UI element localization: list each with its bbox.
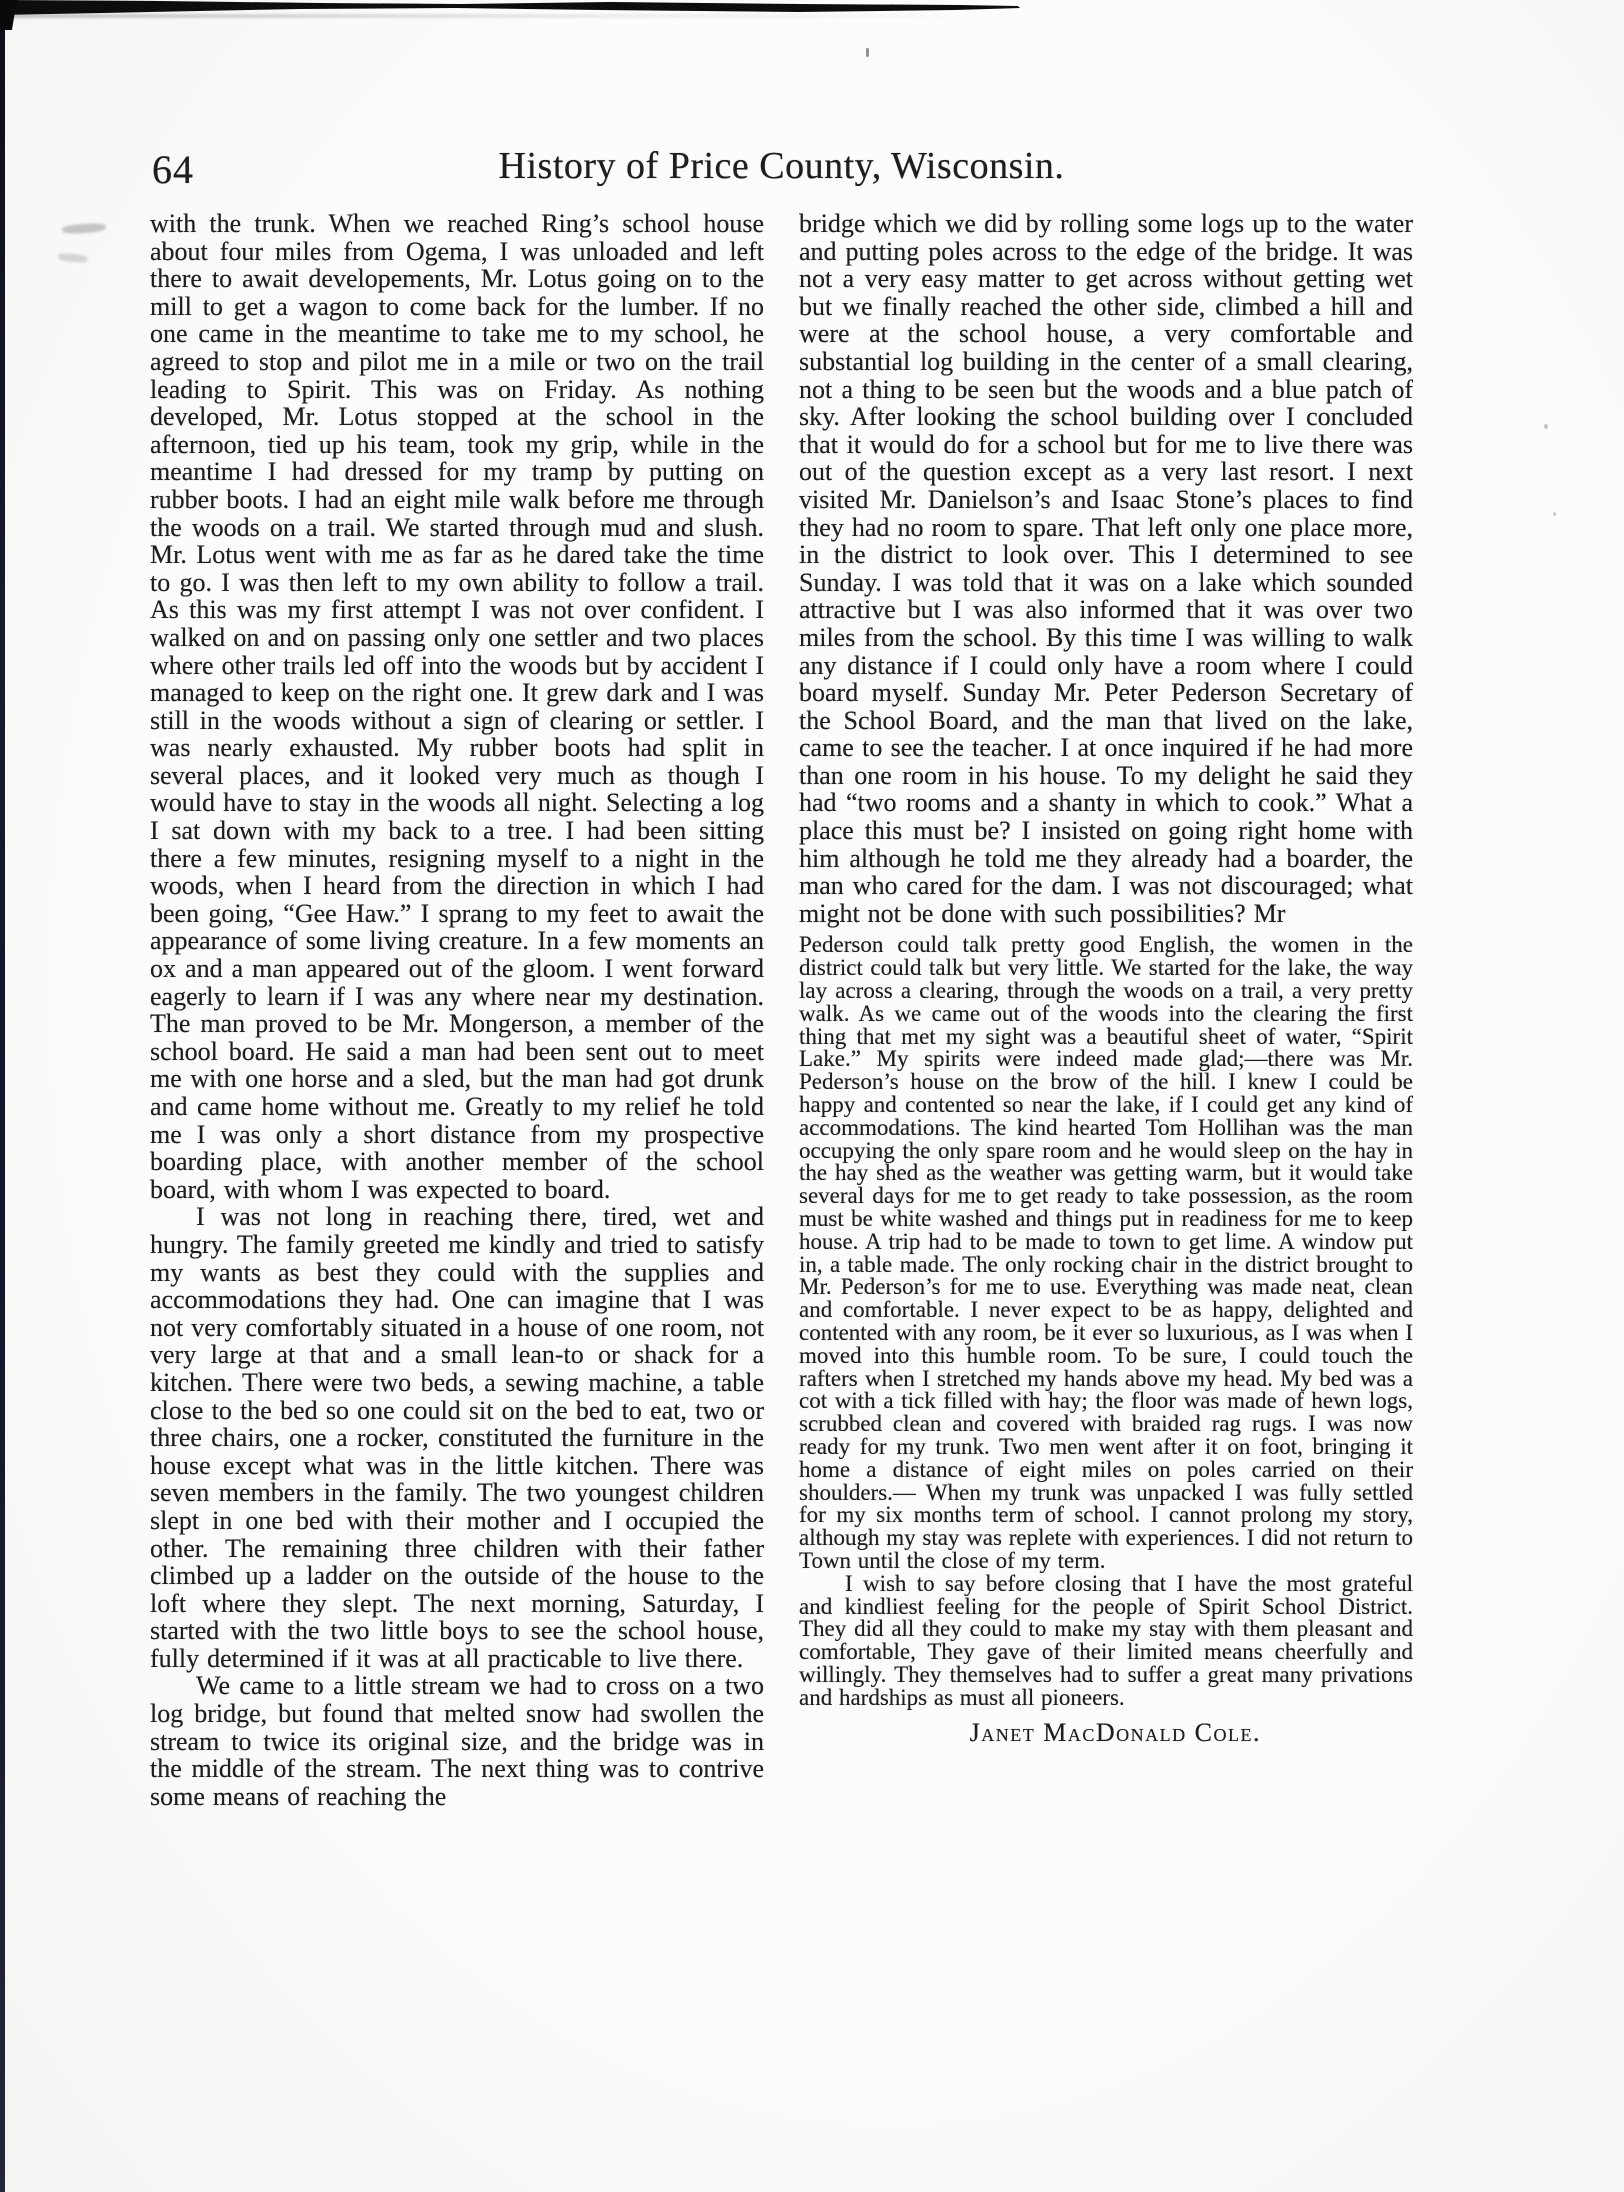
paragraph-continued: bridge which we did by rolling some logs up to the water and putting poles across to the edge of the bridge. It was not a very easy matter to get across without getting wet but we finally reached the other side, climbed a hill and were at the school house, a very comfortable and substantial log building in the center of a small clearing, not a thing to be seen but the woods and a blue patch of sky. After looking the school building over I concluded that it would do for a school but for me to live there was out of the question except as a very last resort. I next visited Mr. Danielson’s and Isaac Stone’s places to find they had no room to spare. That left only one place more, in the district to look over. This I determined to see Sunday. I was told that it was on a lake which sounded attractive but I was also informed that it was over two miles from the school. By this time I was willing to walk any distance if I could only have a room where I could board myself. Sunday Mr. Peter Pederson Secretary of the School Board, and the man that lived on the lake, came to see the teacher. I at once inquired if he had more than one room in his house. To my delight he said they had “two rooms and a shanty in which to cook.” What a place this must be? I insisted on going right home with him although he told me they already had a boarder, the man who cared for the dam. I was not discouraged; what might not be done with such possibilities? Mr	[799, 209, 1413, 928]
ink-speck	[1544, 424, 1548, 429]
ink-speck	[1553, 512, 1556, 516]
paragraph: I was not long in reaching there, tired, wet and hungry. The family greeted me kindly and tried to satisfy my wants as best they could with the supplies and accommodations they had. One can imagine that I was not very comfortably situated in a house of one room, not very large at that and a small lean-to or shack for a kitchen. There were two beds, a sewing machine, a table close to the bed so one could sit on the bed to eat, two or three chairs, one a rocker, constituted the furniture in the house except what was in the little kitchen. There was seven members in the family. The two youngest children slept in one bed with their mother and I occupied the other. The remaining three children with their father climbed up a ladder on the outside of the house to the loft where they slept. The next morning, Saturday, I started with the two little boys to see the school house, fully determined if it was at all practicable to live there.	[150, 1202, 764, 1673]
scan-edge-top	[0, 0, 1020, 15]
scan-edge-left	[0, 0, 5, 2192]
scan-edge-top-haze	[0, 14, 1010, 18]
text-columns	[150, 210, 1413, 1810]
right-column	[799, 210, 1413, 1810]
ink-speck	[866, 48, 869, 57]
author-signature: Janet MacDonald Cole.	[969, 1717, 1261, 1747]
page-title: History of Price County, Wisconsin.	[498, 145, 1065, 187]
left-column	[150, 210, 764, 1810]
ink-smudge	[58, 252, 89, 263]
paragraph: I wish to say before closing that I have the most grateful and kindliest feeling for the people of Spirit School District. They did all they could to make my stay with them pleasant and comfortable, They gave of their limited means cheerfully and willingly. They themselves had to suffer a great many privations and hardships as must all pioneers.	[799, 1570, 1413, 1710]
scan-edge-corner	[0, 0, 17, 30]
page-number: 64	[152, 147, 194, 192]
ink-smudge	[62, 222, 107, 234]
paragraph-continued: with the trunk. When we reached Ring’s school house about four miles from Ogema, I was unloaded and left there to await developements, Mr. Lotus going on to the mill to get a wagon to come back for the lumber. If no one came in the meantime to take me to my school, he agreed to stop and pilot me in a mile or two on the trail leading to Spirit. This was on Friday. As nothing developed, Mr. Lotus stopped at the school in the afternoon, tied up his team, took my grip, while in the meantime I had dressed for my tramp by putting on rubber boots. I had an eight mile walk before me through the woods on a trail. We started through mud and slush. Mr. Lotus went with me as far as he dared take the time to go. I was then left to my own ability to follow a trail. As this was my first attempt I was not over confident. I walked on and on passing only one settler and two places where other trails led off into the woods but by accident I managed to keep on the right one. It grew dark and I was still in the woods without a sign of clearing or settler. I was nearly exhausted. My rubber boots had split in several places, and it looked very much as though I would have to stay in the woods all night. Selecting a log I sat down with my back to a tree. I had been sitting there a few minutes, resigning myself to a night in the woods, when I heard from the direction in which I had been going, “Gee Haw.” I sprang to my feet to await the appearance of some living creature. In a few moments an ox and a man appeared out of the gloom. I went forward eagerly to learn if I was any where near my destination. The man proved to be Mr. Mongerson, a member of the school board. He said a man had been sent out to meet me with one horse and a sled, but the man had got drunk and came home without me. Greatly to my relief he told me I was only a short distance from my prospective boarding place, with another member of the school board, with whom I was expected to board.	[150, 209, 764, 1204]
paragraph: Pederson could talk pretty good English, the women in the district could talk but very little. We started for the lake, the way lay across a clearing, through the woods on a trail, a very pretty walk. As we came out of the woods into the clearing the first thing that met my sight was a beautiful sheet of water, “Spirit Lake.” My spirits were indeed made glad;—there was Mr. Pederson’s house on the brow of the hill. I knew I could be happy and contented so near the lake, if I could get any kind of accommodations. The kind hearted Tom Hollihan was the man occupying the only spare room and he would sleep on the hay in the hay shed as the weather was getting warm, but it would take several days for me to get ready to take possession, as the room must be white washed and things put in readiness for me to keep house. A trip had to be made to town to get lime. A window put in, a table made. The only rocking chair in the district brought to Mr. Pederson’s for me to use. Everything was made neat, clean and comfortable. I never expect to be as happy, delighted and contented with any room, be it ever so luxurious, as I was when I moved into this humble room. To be sure, I could touch the rafters when I stretched my hands above my head. My bed was a cot with a tick filled with hay; the floor was made of hewn logs, scrubbed clean and covered with braided rag rugs. I was now ready for my trunk. Two men went after it on foot, bringing it home a distance of eight miles on poles carried on their shoulders.— When my trunk was unpacked I was fully settled for my six months term of school. I cannot prolong my story, although my stay was replete with experiences. I did not return to Town until the close of my term.	[799, 932, 1413, 1573]
paragraph: We came to a little stream we had to cross on a two log bridge, but found that melted snow had swollen the stream to twice its original size, and the bridge was in the middle of the stream. The next thing was to contrive some means of reaching the	[150, 1671, 764, 1811]
